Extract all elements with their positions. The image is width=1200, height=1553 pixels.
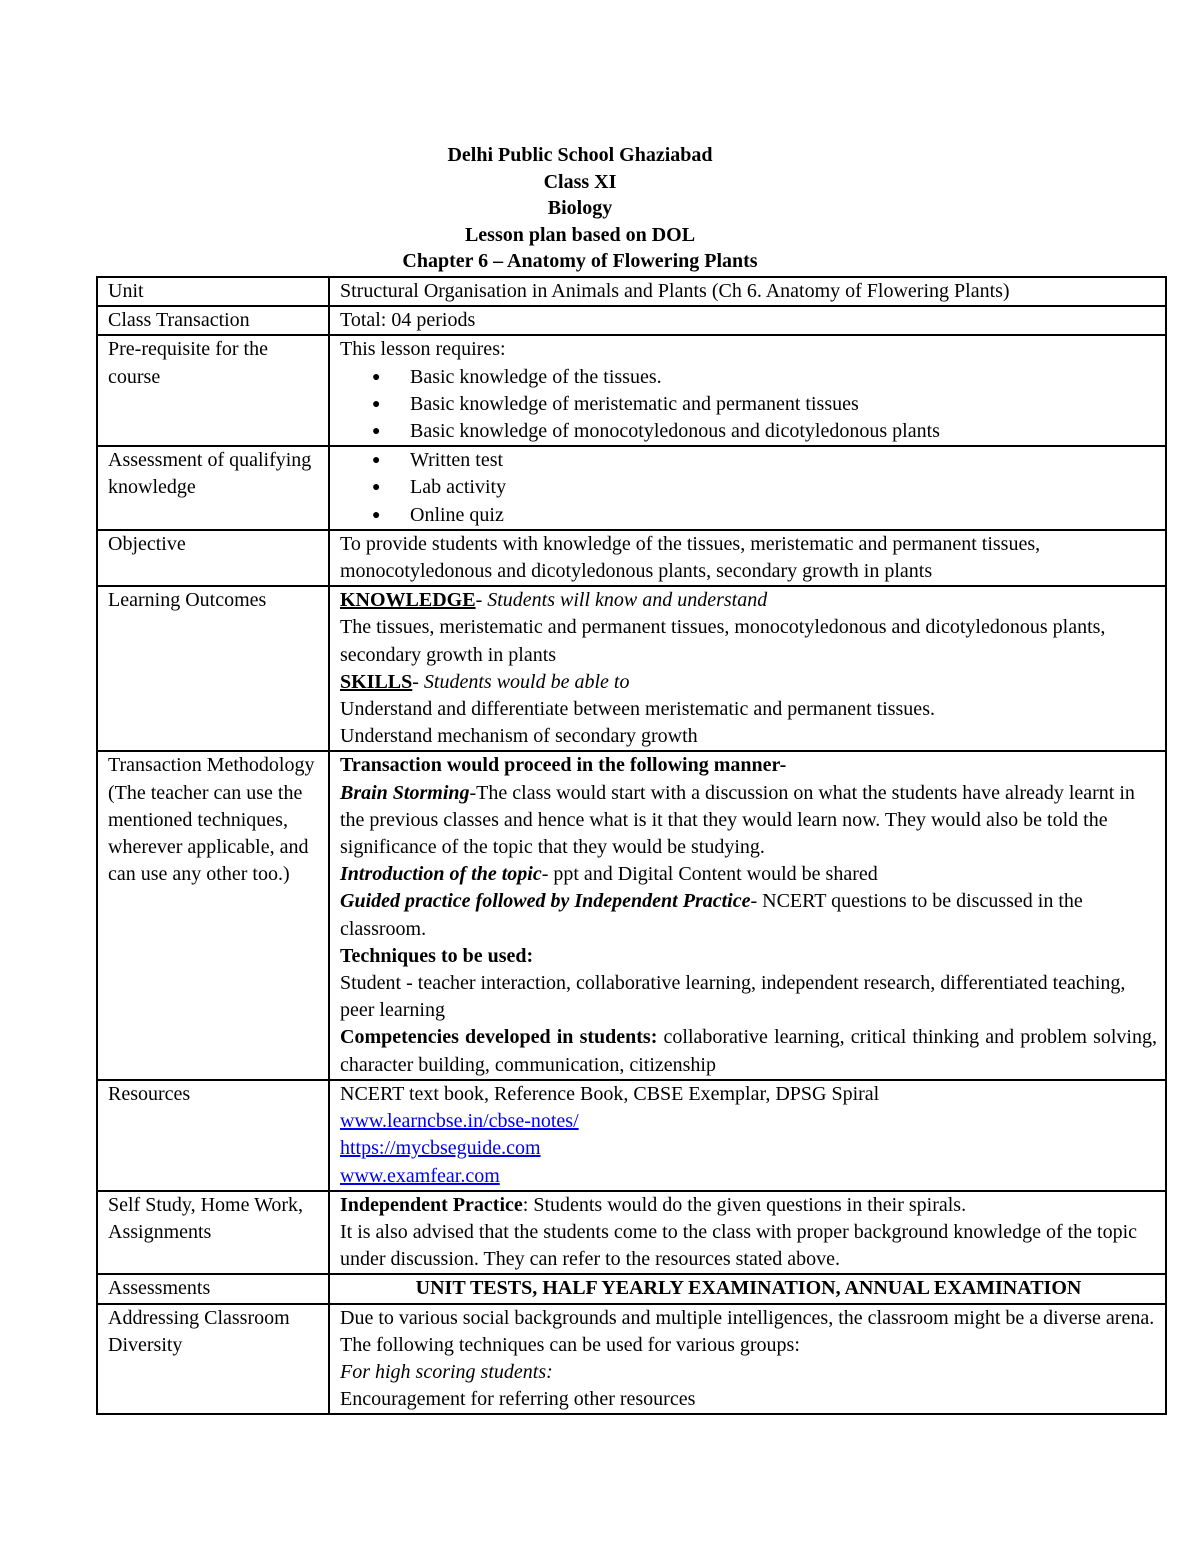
row-assessment-qualifying xyxy=(97,446,1166,530)
independent-practice-heading: Independent Practice xyxy=(340,1193,523,1216)
value-diversity xyxy=(329,1304,1166,1415)
chapter-title: Chapter 6 – Anatomy of Flowering Plants xyxy=(402,250,758,272)
label-transaction: Transaction Methodology (The teacher can use the mentioned techniques, wherever applicable, and can use any other too.) xyxy=(97,751,329,1079)
resource-link[interactable]: www.examfear.com xyxy=(340,1164,500,1187)
value-transaction xyxy=(329,751,1166,1079)
lesson-plan-table xyxy=(96,276,1167,1415)
knowledge-line xyxy=(340,587,1157,614)
list-item: ● Basic knowledge of the tissues. xyxy=(410,364,1157,391)
introduction-para xyxy=(340,861,1157,888)
transaction-heading: Transaction would proceed in the following manner- xyxy=(340,754,787,777)
row-diversity xyxy=(97,1304,1166,1415)
value-unit: Structural Organisation in Animals and Plants (Ch 6. Anatomy of Flowering Plants) xyxy=(329,277,1166,306)
resource-link[interactable]: www.learncbse.in/cbse-notes/ xyxy=(340,1110,579,1133)
skills-subheading: - Students would be able to xyxy=(412,670,630,693)
row-learning-outcomes xyxy=(97,586,1166,751)
label-assessment-qualifying: Assessment of qualifying knowledge xyxy=(97,446,329,530)
label-self-study: Self Study, Home Work, Assignments xyxy=(97,1191,329,1275)
label-assessments: Assessments xyxy=(97,1274,329,1303)
row-class-transaction xyxy=(97,306,1166,335)
plan-title: Lesson plan based on DOL xyxy=(464,223,696,246)
guided-practice-para xyxy=(340,888,1157,942)
value-resources xyxy=(329,1080,1166,1191)
skills-line xyxy=(340,669,1157,696)
competencies-text: collaborative learning, critical thinking and problem solving, character building, communication, citizenship xyxy=(340,1026,1157,1076)
list-item: ● Basic knowledge of meristematic and permanent tissues xyxy=(410,391,1157,418)
value-learning-outcomes xyxy=(329,586,1166,751)
knowledge-subheading: - Students will know and understand xyxy=(475,589,768,612)
self-study-para-2: It is also advised that the students come to the class with proper background knowledge of the topic under discussion. They can refer to the resources stated above. xyxy=(340,1220,1138,1271)
prerequisite-intro: This lesson requires: xyxy=(340,338,506,361)
knowledge-text: The tissues, meristematic and permanent tissues, monocotyledonous and dicotyledonous plants, secondary growth in plants xyxy=(340,616,1106,666)
row-transaction xyxy=(97,751,1166,1079)
independent-practice-text: : Students would do the given questions in their spirals. xyxy=(522,1193,967,1216)
brain-storming-para xyxy=(340,780,1157,862)
skills-text-2: Understand mechanism of secondary growth xyxy=(340,725,698,748)
row-self-study xyxy=(97,1191,1166,1275)
diversity-text: Due to various social backgrounds and multiple intelligences, the classroom might be a diverse arena. The following techniques can be used for various groups: xyxy=(340,1306,1155,1356)
resources-text: NCERT text book, Reference Book, CBSE Exemplar, DPSG Spiral xyxy=(340,1082,880,1105)
brain-storming-text: -The class would start with a discussion on what the students have already learnt in the previous classes and hence what is it that they would learn now. They would also be told the significance of the topic that they would be studying. xyxy=(340,781,1135,859)
brain-storming-heading: Brain Storming xyxy=(340,781,470,804)
value-self-study xyxy=(329,1191,1166,1275)
row-objective xyxy=(97,530,1166,586)
label-prerequisite: Pre-requisite for the course xyxy=(97,335,329,446)
skills-text-1: Understand and differentiate between meristematic and permanent tissues. xyxy=(340,698,935,721)
document-header xyxy=(0,142,1160,275)
competencies-para xyxy=(340,1024,1157,1078)
value-prerequisite xyxy=(329,335,1166,446)
row-assessments xyxy=(97,1274,1166,1303)
list-item: ● Online quiz xyxy=(410,502,1157,529)
class-name: Class XI xyxy=(543,170,617,193)
diversity-subtext: Encouragement for referring other resources xyxy=(340,1388,696,1411)
skills-heading: SKILLS xyxy=(340,670,413,693)
knowledge-heading: KNOWLEDGE xyxy=(340,589,476,612)
label-objective: Objective xyxy=(97,530,329,586)
value-class-transaction: Total: 04 periods xyxy=(329,306,1166,335)
label-diversity: Addressing Classroom Diversity xyxy=(97,1304,329,1415)
value-assessment-qualifying xyxy=(329,446,1166,530)
diversity-subheading: For high scoring students: xyxy=(340,1360,553,1383)
techniques-text: Student - teacher interaction, collaborative learning, independent research, differentiated teaching, peer learning xyxy=(340,972,1126,1022)
introduction-heading: Introduction of the topic xyxy=(340,863,542,886)
subject-name: Biology xyxy=(547,197,613,219)
label-learning-outcomes: Learning Outcomes xyxy=(97,586,329,751)
value-assessments: UNIT TESTS, HALF YEARLY EXAMINATION, ANNUAL EXAMINATION xyxy=(329,1274,1166,1303)
list-item: ● Basic knowledge of monocotyledonous and dicotyledonous plants xyxy=(410,418,1157,445)
introduction-text: - ppt and Digital Content would be shared xyxy=(541,863,878,886)
row-prerequisite xyxy=(97,335,1166,446)
prerequisite-list xyxy=(340,364,1157,446)
self-study-para-1 xyxy=(340,1192,1157,1219)
techniques-heading: Techniques to be used: xyxy=(340,944,534,967)
competencies-heading: Competencies developed in students: xyxy=(340,1026,658,1049)
list-item: ● Written test xyxy=(410,447,1157,474)
row-resources xyxy=(97,1080,1166,1191)
row-unit xyxy=(97,277,1166,306)
resource-link[interactable]: https://mycbseguide.com xyxy=(340,1137,541,1160)
label-unit: Unit xyxy=(97,277,329,306)
assessment-list xyxy=(340,447,1157,529)
value-objective: To provide students with knowledge of the tissues, meristematic and permanent tissues, monocotyledonous and dicotyledonous plants, secondary growth in plants xyxy=(329,530,1166,586)
list-item: ● Lab activity xyxy=(410,474,1157,501)
label-class-transaction: Class Transaction xyxy=(97,306,329,335)
guided-practice-text: - NCERT questions to be discussed in the classroom. xyxy=(340,890,1083,940)
school-name: Delhi Public School Ghaziabad xyxy=(447,144,713,166)
guided-practice-heading: Guided practice followed by Independent Practice xyxy=(340,890,751,913)
label-resources: Resources xyxy=(97,1080,329,1191)
